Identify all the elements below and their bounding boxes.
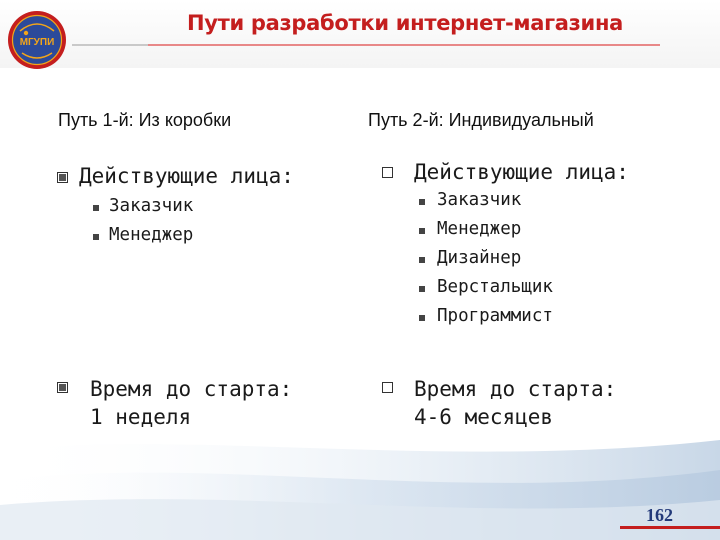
small-square-bullet-icon [93, 234, 99, 240]
logo-text: МГУПИ [19, 37, 55, 48]
filled-square-bullet-icon [57, 172, 68, 183]
small-square-bullet-icon [419, 257, 425, 263]
title-divider-left [72, 44, 150, 46]
right-actor-item: Верстальщик [437, 277, 553, 297]
right-actor-item: Программист [437, 306, 553, 326]
university-logo [6, 9, 68, 71]
right-column-heading: Путь 2-й: Индивидуальный [368, 110, 594, 130]
small-square-bullet-icon [419, 286, 425, 292]
right-actor-item: Менеджер [437, 219, 522, 239]
slide-title: Пути разработки интернет-магазина [186, 11, 624, 35]
right-time-label: Время до старта: [414, 377, 617, 401]
left-column-heading: Путь 1-й: Из коробки [58, 110, 232, 130]
right-time-value: 4-6 месяцев [414, 405, 554, 429]
small-square-bullet-icon [419, 315, 425, 321]
page-number: 162 [646, 505, 673, 525]
slide-header [0, 0, 720, 68]
left-actor-item: Заказчик [109, 196, 194, 216]
filled-square-bullet-icon [57, 382, 68, 393]
small-square-bullet-icon [93, 205, 99, 211]
left-actors-label: Действующие лица: [79, 164, 294, 188]
right-actor-item: Заказчик [437, 190, 522, 210]
left-actor-item: Менеджер [109, 225, 194, 245]
page-number-underline [620, 526, 720, 529]
right-actors-label: Действующие лица: [414, 160, 629, 184]
decorative-swoosh [0, 410, 720, 540]
small-square-bullet-icon [419, 199, 425, 205]
title-divider [148, 44, 660, 46]
hollow-square-bullet-icon [382, 382, 393, 393]
right-actor-item: Дизайнер [437, 248, 522, 268]
small-square-bullet-icon [419, 228, 425, 234]
left-time-value: 1 неделя [90, 405, 192, 429]
left-time-label: Время до старта: [90, 377, 293, 401]
hollow-square-bullet-icon [382, 167, 393, 178]
